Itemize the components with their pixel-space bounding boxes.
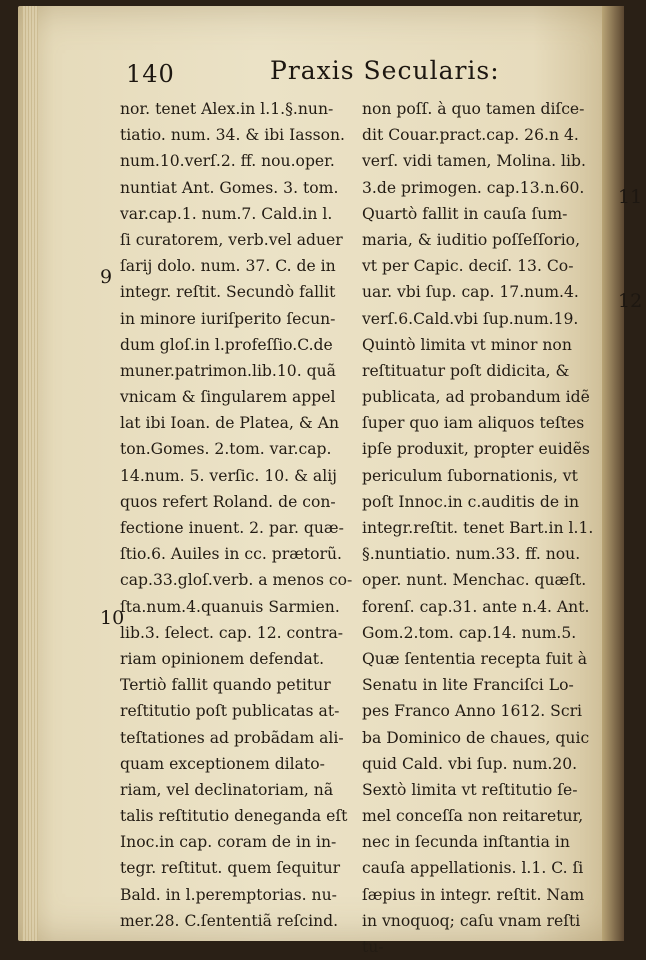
text-line: teſtationes ad probãdam ali- [120, 728, 344, 747]
margin-number: 11 [618, 186, 643, 208]
left-text-column [120, 96, 362, 934]
text-line: integr. reſtit. Secundò fallit [120, 283, 336, 302]
text-line: cap.33.gloſ.verb. a menos co- [120, 571, 353, 590]
text-line: Tertiò fallit quando petitur [120, 676, 331, 695]
text-line: uar. vbi ſup. cap. 17.num.4. [362, 283, 579, 302]
text-line: §.nuntiatio. num.33. ff. nou. [362, 545, 581, 564]
text-line: reſtitutio poſt publicatas at- [120, 702, 340, 721]
text-line: tegr. reſtitut. quem ſequitur [120, 859, 341, 878]
margin-number: 12 [618, 290, 643, 312]
text-line: dum gloſ.in l.profeſſio.C.de [120, 335, 333, 354]
text-line: poſt Innoc.in c.auditis de in [362, 492, 580, 511]
text-line: ba Dominico de chaues, quic [362, 728, 590, 747]
text-line: vnicam & ſingularem appel [120, 388, 336, 407]
text-line: quam exceptionem dilato- [120, 754, 325, 773]
text-line: fectione inuent. 2. par. quæ- [120, 519, 344, 537]
text-line: nuntiat Ant. Gomes. 3. tom. [120, 178, 339, 197]
margin-number: 9 [100, 266, 113, 288]
page-number: 140 [126, 60, 175, 88]
page-edges [22, 6, 38, 941]
text-line: Bald. in l.peremptorias. nu- [120, 885, 337, 904]
text-line: tiatio. num. 34. & ibi Iasson. [120, 126, 345, 145]
text-line: mer.28. C.ſententiã reſcind. [120, 911, 339, 930]
text-line: Gom.2.tom. cap.14. num.5. [362, 623, 577, 642]
text-line: pes Franco Anno 1612. Scri [362, 702, 583, 721]
text-line: Quæ ſententia recepta fuit à [362, 649, 587, 668]
text-line: in vnoquoq; caſu vnam reſti [362, 911, 581, 930]
text-line: Senatu in lite Franciſci Lo- [362, 676, 574, 695]
text-line: tu- [362, 938, 384, 956]
page-header [110, 56, 550, 90]
text-line: non poſſ. à quo tamen diſce- [362, 100, 585, 118]
right-text-column [362, 96, 614, 960]
text-line: ipſe produxit, propter euidẽs [362, 440, 590, 459]
text-line: ſtio.6. Auiles in cc. prætorũ. [120, 545, 342, 564]
text-line: dit Couar.pract.cap. 26.n 4. [362, 126, 579, 145]
text-line: verſ.6.Cald.vbi ſup.num.19. [362, 309, 579, 328]
text-line: muner.patrimon.lib.10. quã [120, 361, 336, 380]
margin-number: 10 [100, 607, 125, 629]
text-line: Sextò limita vt reſtitutio ſe- [362, 780, 578, 799]
text-line: publicata, ad probandum idẽ [362, 388, 590, 407]
text-line: lat ibi Ioan. de Platea, & An [120, 414, 340, 433]
text-line: ſarij dolo. num. 37. C. de in [120, 257, 336, 276]
text-line: Inoc.in cap. coram de in in- [120, 833, 337, 852]
text-line: cauſa appellationis. l.1. C. ſi [362, 859, 584, 878]
running-title: Praxis Secularis: [270, 56, 500, 85]
text-line: 14.num. 5. verſic. 10. & alij [120, 466, 338, 485]
text-line: ſta.num.4.quanuis Sarmien. [120, 597, 340, 616]
text-line: Quartò fallit in cauſa ſum- [362, 204, 568, 223]
text-line: reſtituatur poſt didicita, & [362, 361, 570, 380]
text-line: oper. nunt. Menchac. quæſt. [362, 571, 587, 590]
text-line: num.10.verſ.2. ff. nou.oper. [120, 152, 335, 171]
text-line: ſuper quo iam aliquos teſtes [362, 414, 585, 433]
text-line: verſ. vidi tamen, Molina. lib. [362, 152, 586, 171]
text-line: ton.Gomes. 2.tom. var.cap. [120, 440, 332, 459]
text-line: riam, vel declinatoriam, nã [120, 780, 334, 799]
text-line: lib.3. ſelect. cap. 12. contra- [120, 623, 344, 642]
text-line: in minore iuriſperito ſecun- [120, 309, 336, 328]
text-line: 3.de primogen. cap.13.n.60. [362, 178, 585, 197]
text-line: vt per Capic. deciſ. 13. Co- [362, 257, 574, 276]
text-line: Quintò limita vt minor non [362, 335, 572, 354]
text-line: nec in ſecunda inſtantia in [362, 833, 570, 852]
text-line: var.cap.1. num.7. Cald.in l. [120, 204, 333, 223]
text-line: nor. tenet Alex.in l.1.§.nun- [120, 100, 334, 118]
text-line: forenſ. cap.31. ante n.4. Ant. [362, 597, 590, 616]
text-line: integr.reſtit. tenet Bart.in l.1. [362, 519, 594, 537]
text-line: ſi curatorem, verb.vel aduer [120, 230, 343, 249]
text-line: maria, & iuditio poſſeſſorio, [362, 230, 581, 249]
text-line: riam opinionem defendat. [120, 649, 325, 668]
text-line: talis reſtitutio deneganda eſt [120, 807, 348, 826]
text-line: ſæpius in integr. reſtit. Nam [362, 885, 585, 904]
text-line: quid Cald. vbi ſup. num.20. [362, 754, 578, 773]
text-line: periculum ſubornationis, vt [362, 466, 578, 485]
text-line: quos refert Roland. de con- [120, 492, 336, 511]
text-line: mel conceſſa non reitaretur, [362, 807, 584, 826]
